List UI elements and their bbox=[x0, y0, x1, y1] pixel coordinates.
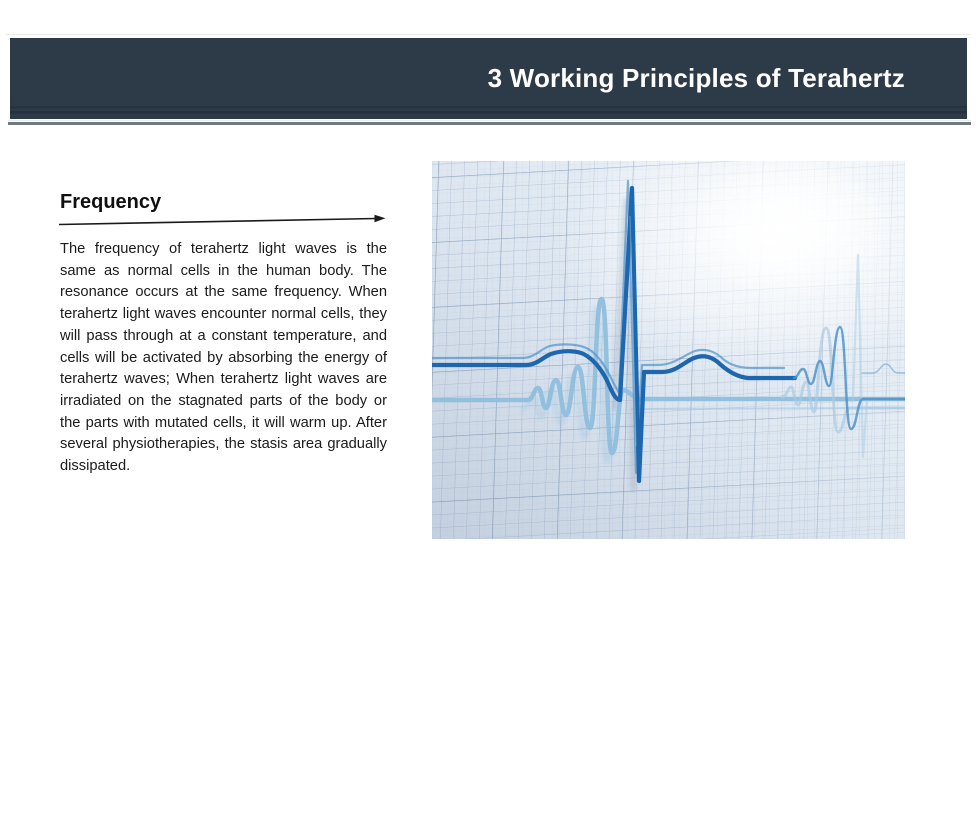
body-paragraph: The frequency of terahertz light waves is the same as normal cells in the human body. The resonance occurs at the same frequency. When terahertz light waves encounter normal cells, they will pass through at a constant temperature, and cells will be activated by absorbing the energy of terahertz waves; When terahertz light waves are irradiated on the stagnated parts of the body or the parts with mutated cells, it will warm up. After several physiotherapies, the stasis area gradually dissipated. bbox=[60, 241, 387, 475]
page-title: 3 Working Principles of Terahertz bbox=[487, 63, 905, 93]
header-banner bbox=[10, 38, 967, 119]
arrow-right-icon bbox=[58, 214, 390, 228]
header-rule bbox=[8, 120, 971, 125]
waveform-figure bbox=[432, 161, 905, 539]
top-hairline bbox=[6, 34, 971, 35]
waveform-image bbox=[432, 161, 905, 539]
section-heading: Frequency bbox=[60, 191, 162, 213]
